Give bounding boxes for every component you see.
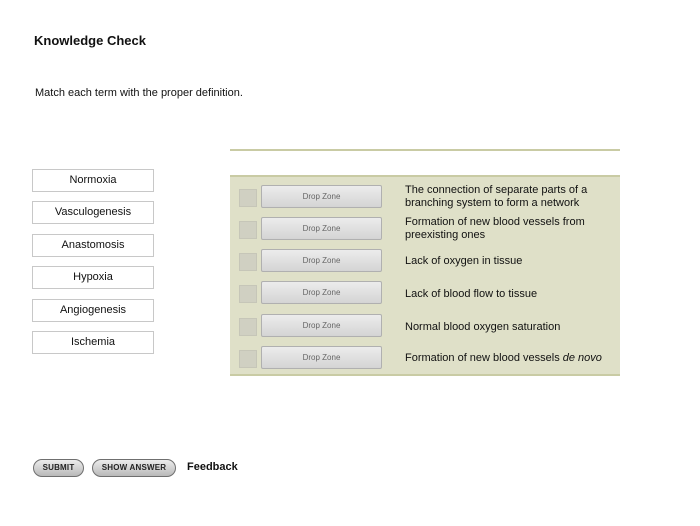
row-handle bbox=[239, 253, 257, 271]
submit-button[interactable]: SUBMIT bbox=[33, 459, 84, 477]
drop-zone-1[interactable]: Drop Zone bbox=[261, 185, 382, 208]
term-vasculogenesis[interactable]: Vasculogenesis bbox=[32, 201, 154, 224]
definition-6-italic: de novo bbox=[562, 352, 602, 364]
definition-3: Lack of oxygen in tissue bbox=[405, 255, 523, 267]
drop-zone-5[interactable]: Drop Zone bbox=[261, 314, 382, 337]
term-list bbox=[32, 169, 154, 363]
row-handle bbox=[239, 350, 257, 368]
page-title: Knowledge Check bbox=[34, 33, 146, 48]
definition-5: Normal blood oxygen saturation bbox=[405, 321, 561, 333]
match-row bbox=[230, 215, 620, 243]
row-handle bbox=[239, 189, 257, 207]
drop-zone-2[interactable]: Drop Zone bbox=[261, 217, 382, 240]
term-ischemia[interactable]: Ischemia bbox=[32, 331, 154, 354]
match-panel bbox=[230, 175, 620, 376]
divider bbox=[230, 149, 620, 151]
match-row bbox=[230, 312, 620, 340]
match-row bbox=[230, 279, 620, 307]
term-normoxia[interactable]: Normoxia bbox=[32, 169, 154, 192]
match-row bbox=[230, 247, 620, 275]
definition-6 bbox=[405, 352, 615, 365]
match-row bbox=[230, 183, 620, 211]
drop-zone-4[interactable]: Drop Zone bbox=[261, 281, 382, 304]
row-handle bbox=[239, 221, 257, 239]
instructions: Match each term with the proper definition. bbox=[35, 87, 243, 99]
definition-6-text: Formation of new blood vessels bbox=[405, 352, 563, 364]
definition-1: The connection of separate parts of a branching system to form a network bbox=[405, 184, 588, 209]
row-handle bbox=[239, 285, 257, 303]
drop-zone-3[interactable]: Drop Zone bbox=[261, 249, 382, 272]
show-answer-button[interactable]: SHOW ANSWER bbox=[92, 459, 176, 477]
definition-4: Lack of blood flow to tissue bbox=[405, 288, 538, 300]
term-angiogenesis[interactable]: Angiogenesis bbox=[32, 299, 154, 322]
match-row bbox=[230, 344, 620, 372]
term-hypoxia[interactable]: Hypoxia bbox=[32, 266, 154, 289]
feedback-label: Feedback bbox=[187, 461, 238, 473]
definition-2: Formation of new blood vessels from preexisting ones bbox=[405, 216, 585, 241]
drop-zone-6[interactable]: Drop Zone bbox=[261, 346, 382, 369]
row-handle bbox=[239, 318, 257, 336]
term-anastomosis[interactable]: Anastomosis bbox=[32, 234, 154, 257]
